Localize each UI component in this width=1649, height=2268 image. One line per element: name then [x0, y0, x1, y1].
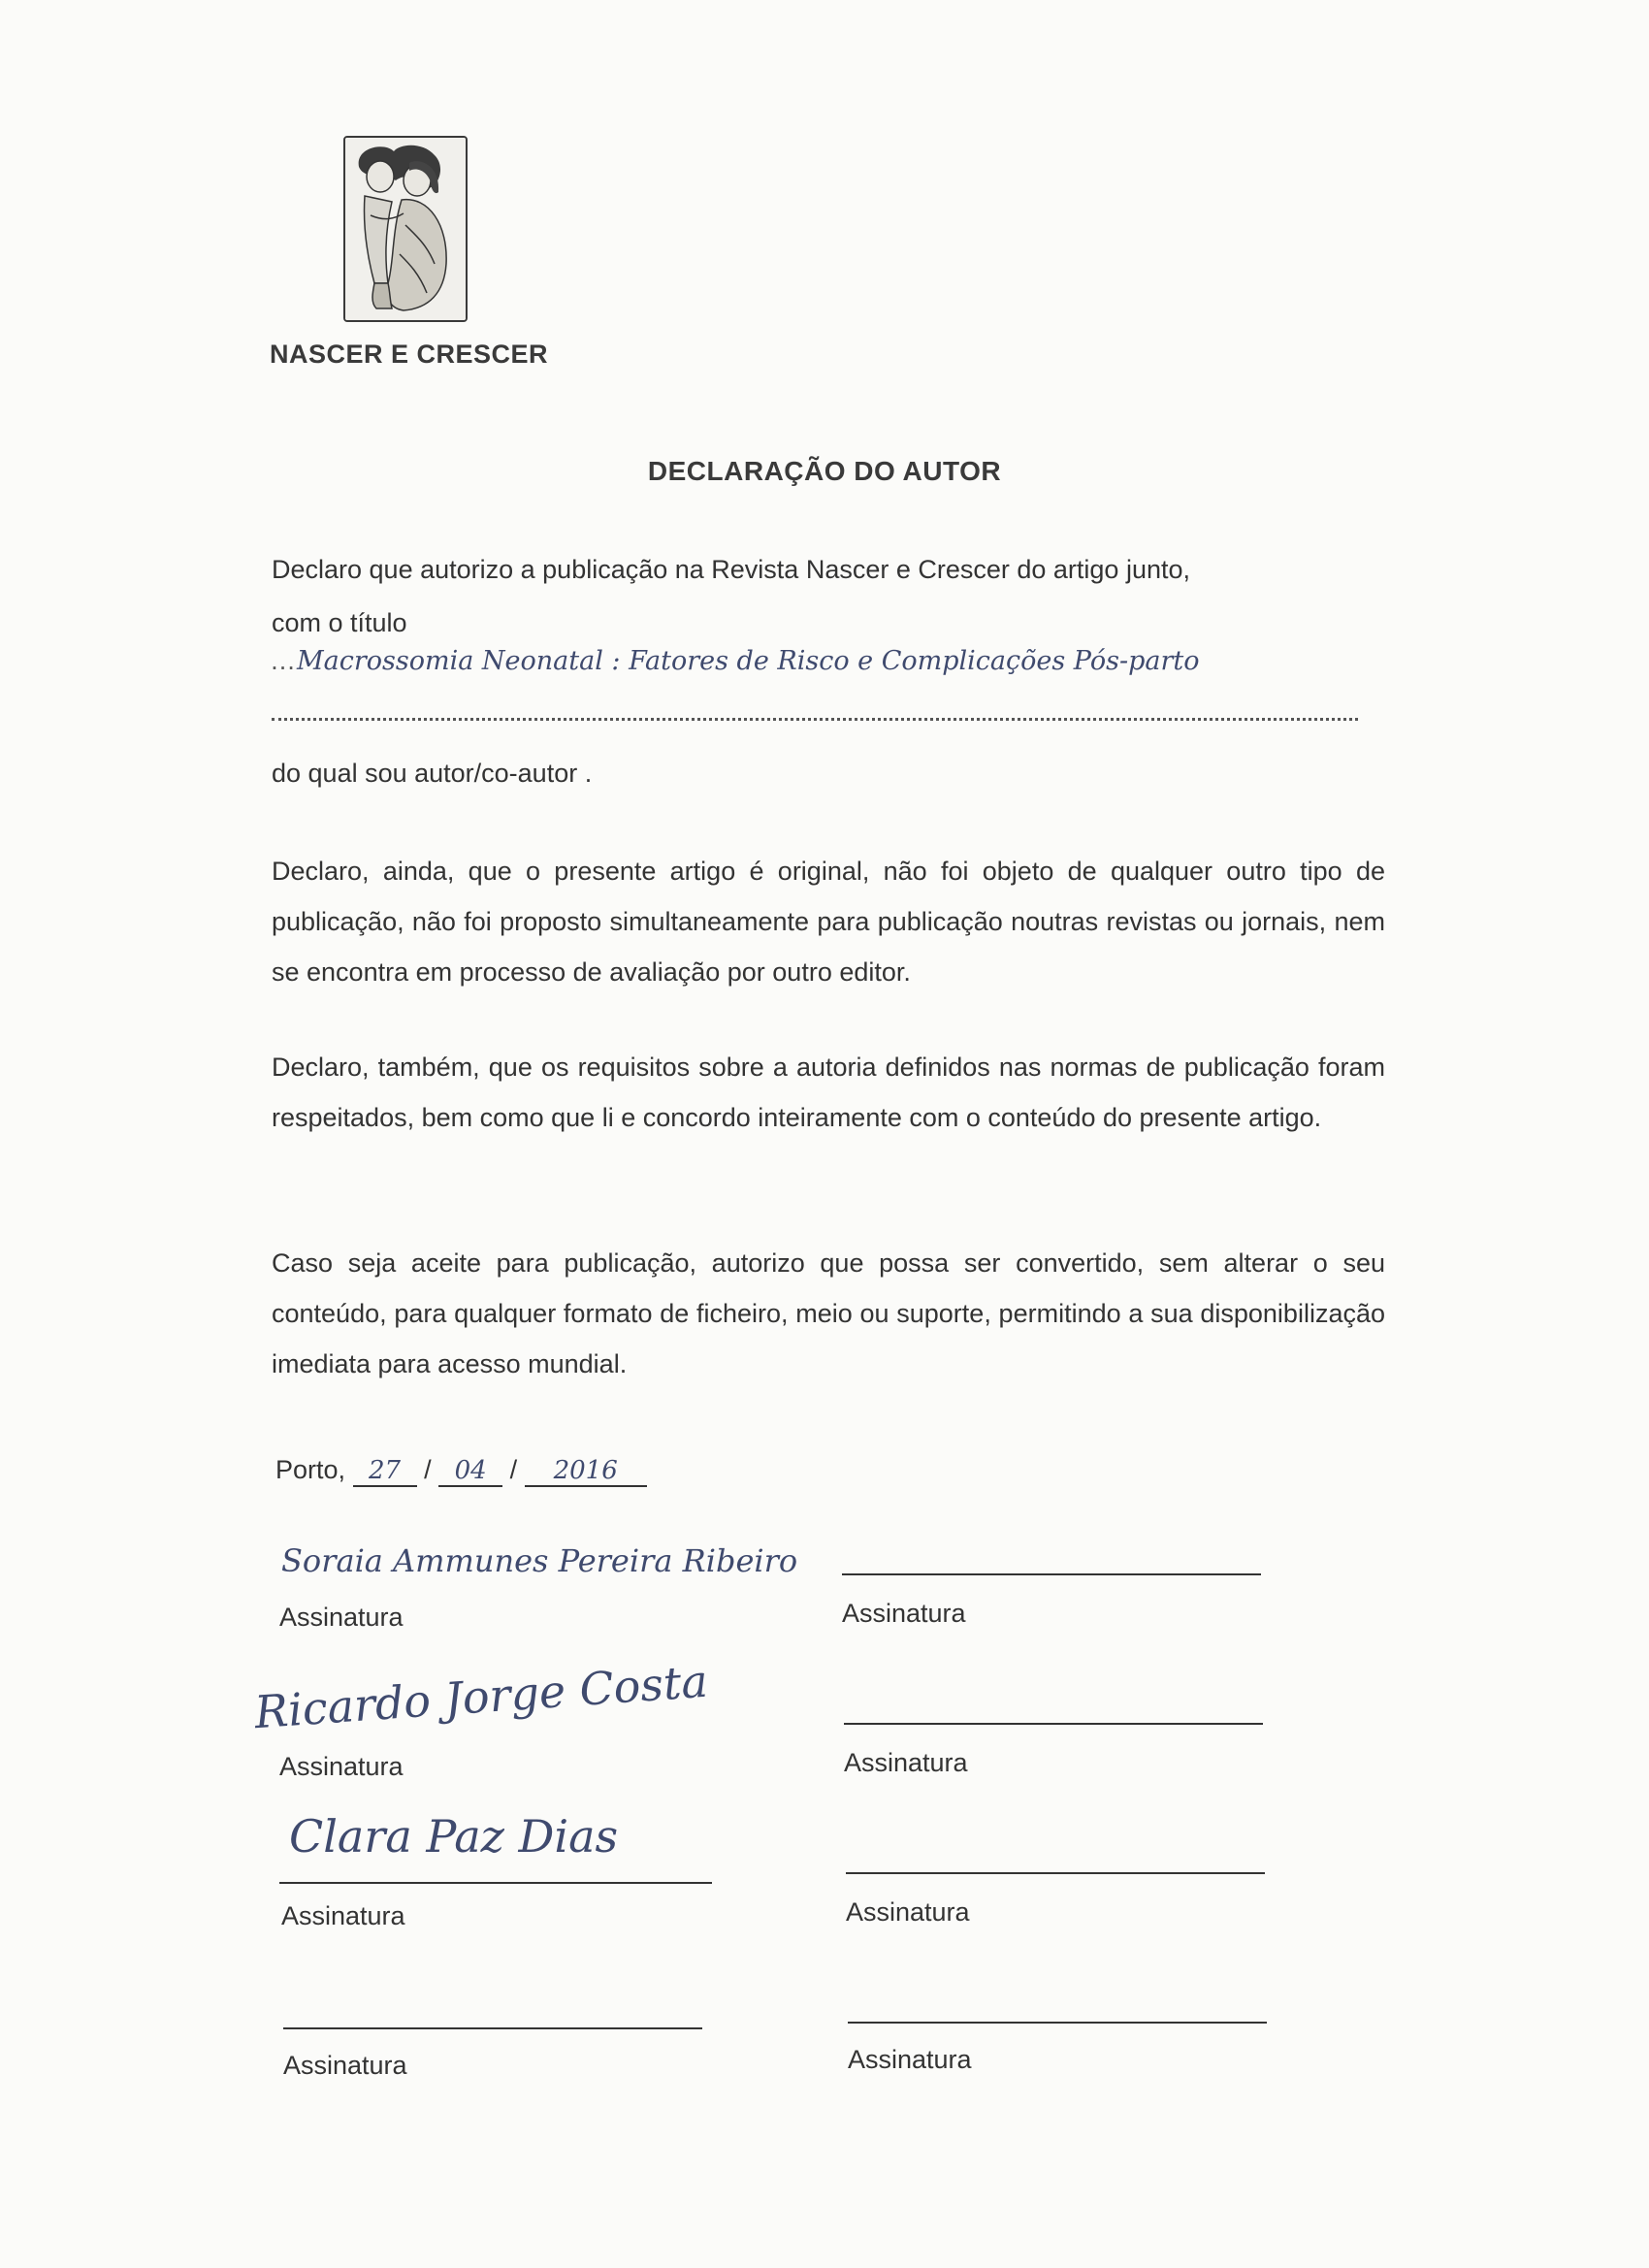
signature-label-right-1: Assinatura: [842, 1599, 966, 1628]
paragraph-originality: Declaro, ainda, que o presente artigo é original, não foi objeto de qualquer outro tipo de publicação, não foi proposto simultaneamente para publicação noutras revistas ou jornais, nem se encontra em processo de avaliação por outro editor.: [272, 857, 1385, 987]
signature-label-right-4: Assinatura: [848, 2045, 972, 2074]
date-day: 27: [353, 1456, 417, 1487]
article-title-field: [270, 646, 1434, 676]
leader-dots: …: [270, 646, 297, 675]
document-title: DECLARAÇÃO DO AUTOR: [647, 456, 1002, 486]
signature-label-right-2: Assinatura: [844, 1748, 968, 1777]
date-separator-1: /: [424, 1455, 432, 1484]
signature-line-right-3: [846, 1872, 1265, 1874]
signature-label-left-2: Assinatura: [279, 1752, 404, 1781]
signature-label-left-3: Assinatura: [281, 1901, 405, 1930]
intro-line-2: com o título: [272, 608, 407, 637]
date-row: [275, 1455, 647, 1487]
mother-child-logo-icon: [343, 136, 468, 322]
signature-line-right-1: [842, 1573, 1261, 1575]
paragraph-conversion: Caso seja aceite para publicação, autorizo que possa ser convertido, sem alterar o seu conteúdo, para qualquer formato de ficheiro, meio ou suporte, permitindo a sua disponibilização imediata para acesso mundial.: [272, 1248, 1385, 1378]
signature-label-left-1: Assinatura: [279, 1603, 404, 1632]
article-title-handwritten: Macrossomia Neonatal : Fatores de Risco e Complicações Pós-parto: [297, 646, 1200, 676]
signature-line-left-3: [279, 1882, 712, 1884]
paragraph-authorship: Declaro, também, que os requisitos sobre a autoria definidos nas normas de publicação foram respeitados, bem como que li e concordo inteiramente com o conteúdo do presente artigo.: [272, 1053, 1385, 1132]
date-month: 04: [438, 1456, 502, 1487]
signature-line-right-4: [848, 2022, 1267, 2024]
date-place: Porto,: [275, 1455, 346, 1484]
intro-line-1: Declaro que autorizo a publicação na Revista Nascer e Crescer do artigo junto,: [272, 555, 1191, 584]
signature-handwritten-2: Ricardo Jorge Costa: [252, 1654, 710, 1739]
dotted-line: [272, 718, 1358, 721]
date-separator-2: /: [509, 1455, 518, 1484]
signature-line-right-2: [844, 1723, 1263, 1725]
date-year: 2016: [525, 1456, 647, 1487]
signature-label-left-4: Assinatura: [283, 2051, 407, 2080]
signature-line-left-4: [283, 2027, 702, 2029]
intro-line-3: do qual sou autor/co-autor .: [272, 759, 593, 788]
signature-label-right-3: Assinatura: [846, 1897, 970, 1927]
signature-handwritten-3: Clara Paz Dias: [289, 1810, 619, 1863]
signature-handwritten-1: Soraia Ammunes Pereira Ribeiro: [281, 1542, 798, 1579]
brand-name: NASCER E CRESCER: [270, 340, 549, 369]
